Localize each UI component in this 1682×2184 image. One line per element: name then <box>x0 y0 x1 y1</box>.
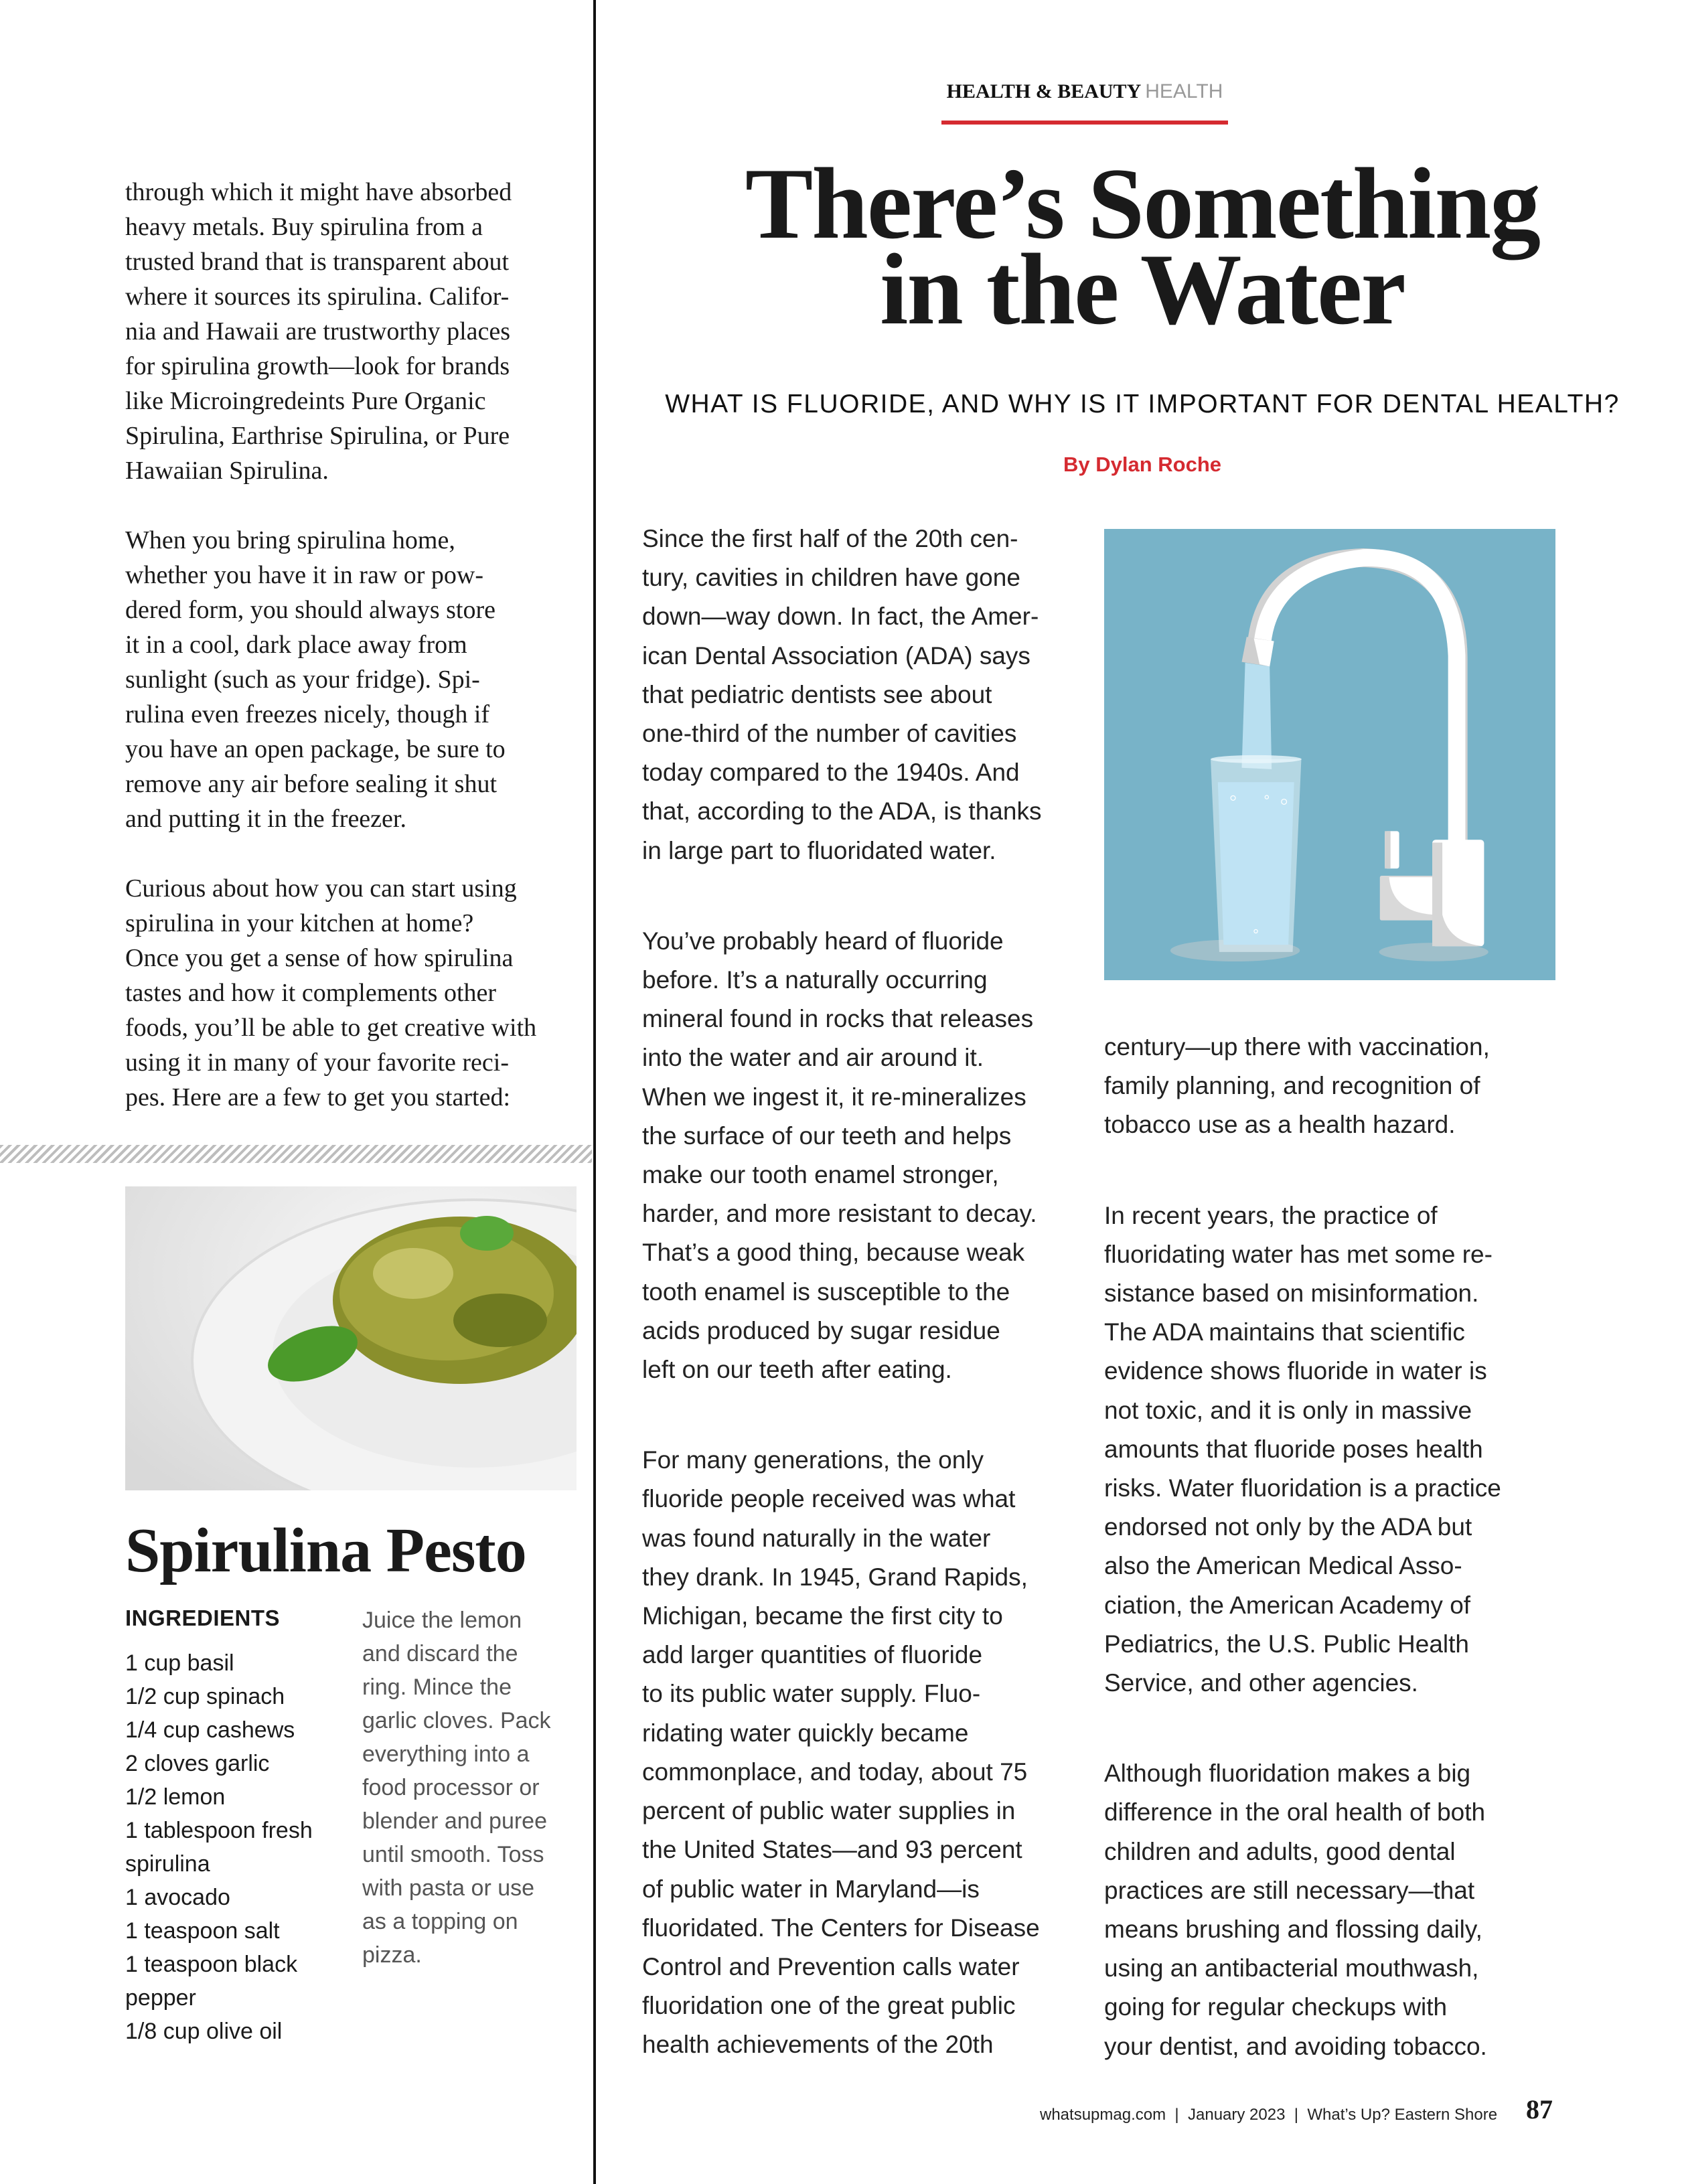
text-line: evidence shows fluoride in water is <box>1104 1357 1487 1385</box>
article-title <box>603 147 1682 345</box>
text-line: into the water and air around it. <box>642 1044 984 1072</box>
text-line: going for regular checkups with <box>1104 1993 1448 2021</box>
text-line: You’ve probably heard of fluoride <box>642 927 1004 955</box>
text-line: trusted brand that is transparent about <box>125 248 510 276</box>
text-line: blender and puree <box>362 1808 548 1834</box>
text-line: pepper <box>125 1985 196 2011</box>
text-line: 1 avocado <box>125 1885 230 1910</box>
text-line: health achievements of the 20th <box>642 2031 994 2059</box>
text-line: For many generations, the only <box>642 1446 984 1474</box>
text-line: 2 cloves garlic <box>125 1751 270 1776</box>
text-line: 1/2 cup spinach <box>125 1684 285 1709</box>
text-line: also the American Medical Asso- <box>1104 1552 1462 1580</box>
text-line: 1 teaspoon black <box>125 1952 298 1977</box>
text-line: pes. Here are a few to get you started: <box>125 1083 511 1111</box>
text-line: until smooth. Toss <box>362 1842 544 1867</box>
paragraph <box>1104 1028 1566 1145</box>
text-line: they drank. In 1945, Grand Rapids, <box>642 1563 1028 1591</box>
text-line: down—way down. In fact, the Amer- <box>642 603 1039 631</box>
text-line: amounts that fluoride poses health <box>1104 1435 1483 1463</box>
ingredients-list <box>125 1646 333 2048</box>
ingredients-heading: INGREDIENTS <box>125 1606 281 1630</box>
text-line: to its public water supply. Fluo- <box>642 1680 981 1708</box>
column-divider <box>593 0 596 2184</box>
text-line: Although fluoridation makes a big <box>1104 1760 1471 1788</box>
text-line: with pasta or use <box>362 1875 535 1901</box>
text-line: it in a cool, dark place away from <box>125 631 467 659</box>
text-line: mineral found in rocks that releases <box>642 1005 1034 1033</box>
recipe-title: Spirulina Pesto <box>125 1516 526 1585</box>
text-line: endorsed not only by the ADA but <box>1104 1513 1472 1541</box>
pasta-photo <box>125 1186 577 1490</box>
text-line: using it in many of your favorite reci- <box>125 1048 510 1077</box>
text-line: where it sources its spirulina. Califor- <box>125 283 510 311</box>
text-line: left on our teeth after eating. <box>642 1356 952 1384</box>
footer-text: whatsupmag.com | January 2023 | What’s Up? Eastern Shore <box>1040 2106 1498 2124</box>
text-line: that pediatric dentists see about <box>642 680 992 708</box>
text-line: dered form, you should always store <box>125 596 495 624</box>
text-line: like Microingredeints Pure Organic <box>125 387 486 415</box>
text-line: Hawaiian Spirulina. <box>125 457 329 485</box>
text-line: Pediatrics, the U.S. Public Health <box>1104 1630 1469 1658</box>
text-line: ridating water quickly became <box>642 1719 969 1747</box>
text-line: In recent years, the practice of <box>1104 1201 1438 1229</box>
text-line: risks. Water fluoridation is a practice <box>1104 1474 1501 1502</box>
text-line: in large part to fluoridated water. <box>642 836 996 864</box>
text-line: you have an open package, be sure to <box>125 735 506 763</box>
paragraph <box>642 520 1084 870</box>
text-line: remove any air before sealing it shut <box>125 770 498 798</box>
text-line: fluoridating water has met some re- <box>1104 1240 1493 1268</box>
text-line: through which it might have absorbed <box>125 178 512 206</box>
text-line: acids produced by sugar residue <box>642 1316 1000 1344</box>
text-line: spirulina <box>125 1851 210 1877</box>
text-line: garlic cloves. Pack <box>362 1708 551 1733</box>
text-line: The ADA maintains that scientific <box>1104 1318 1465 1346</box>
text-line: tury, cavities in children have gone <box>642 564 1020 592</box>
text-line: children and adults, good dental <box>1104 1837 1456 1865</box>
article-column-1 <box>642 520 1084 2116</box>
paragraph <box>1104 1196 1566 1703</box>
text-line: not toxic, and it is only in massive <box>1104 1396 1472 1424</box>
text-line: tastes and how it complements other <box>125 979 497 1007</box>
text-line: was found naturally in the water <box>642 1524 991 1552</box>
text-line: difference in the oral health of both <box>1104 1798 1486 1826</box>
section-label <box>941 80 1228 103</box>
section-subcategory: HEALTH <box>1145 80 1223 102</box>
text-line: make our tooth enamel stronger, <box>642 1161 999 1189</box>
text-line: When you bring spirulina home, <box>125 526 455 554</box>
text-line: sunlight (such as your fridge). Spi- <box>125 666 480 694</box>
text-line: spirulina in your kitchen at home? <box>125 909 474 937</box>
text-line: 1 teaspoon salt <box>125 1918 280 1944</box>
text-line: Since the first half of the 20th cen- <box>642 525 1018 552</box>
text-line: harder, and more resistant to decay. <box>642 1200 1037 1228</box>
article-column-2 <box>1104 1028 1566 2118</box>
text-line: and discard the <box>362 1641 518 1666</box>
text-line: that, according to the ADA, is thanks <box>642 797 1042 826</box>
text-line: whether you have it in raw or pow- <box>125 561 484 589</box>
text-line: means brushing and flossing daily, <box>1104 1916 1482 1944</box>
text-line: before. It’s a naturally occurring <box>642 966 988 994</box>
text-line: ican Dental Association (ADA) says <box>642 641 1030 670</box>
text-line: as a topping on <box>362 1909 518 1934</box>
text-line: tooth enamel is susceptible to the <box>642 1277 1010 1306</box>
text-line: nia and Hawaii are trustworthy places <box>125 317 511 345</box>
text-line: Once you get a sense of how spirulina <box>125 944 514 972</box>
article-subtitle: WHAT IS FLUORIDE, AND WHY IS IT IMPORTANT FOR DENTAL HEALTH? <box>665 390 1620 418</box>
text-line: everything into a <box>362 1741 530 1767</box>
text-line: fluoridation one of the great public <box>642 1992 1016 2020</box>
title-line: in the Water <box>880 233 1405 345</box>
text-line: tobacco use as a health hazard. <box>1104 1111 1456 1139</box>
text-line: 1/4 cup cashews <box>125 1717 295 1743</box>
text-line: and putting it in the freezer. <box>125 805 406 833</box>
text-line: commonplace, and today, about 75 <box>642 1758 1028 1786</box>
section-underline <box>941 121 1228 125</box>
faucet-illustration <box>1104 528 1555 982</box>
text-line: fluoridated. The Centers for Disease <box>642 1914 1040 1942</box>
text-line: foods, you’ll be able to get creative with <box>125 1014 537 1042</box>
text-line: add larger quantities of fluoride <box>642 1641 983 1669</box>
text-line: Service, and other agencies. <box>1104 1669 1418 1697</box>
text-line: for spirulina growth—look for brands <box>125 352 510 380</box>
text-line: practices are still necessary—that <box>1104 1876 1475 1904</box>
text-line: pizza. <box>362 1942 422 1968</box>
text-line: 1/8 cup olive oil <box>125 2019 283 2044</box>
text-line: heavy metals. Buy spirulina from a <box>125 213 483 241</box>
text-line: sistance based on misinformation. <box>1104 1279 1479 1308</box>
section-category: HEALTH & BEAUTY <box>946 80 1142 102</box>
text-line: rulina even freezes nicely, though if <box>125 700 490 728</box>
text-line: When we ingest it, it re-mineralizes <box>642 1083 1026 1111</box>
text-line: fluoride people received was what <box>642 1485 1016 1513</box>
text-line: 1 tablespoon fresh <box>125 1818 313 1843</box>
text-line: century—up there with vaccination, <box>1104 1033 1490 1061</box>
text-line: Control and Prevention calls water <box>642 1952 1020 1980</box>
text-line: Michigan, became the first city to <box>642 1602 1003 1630</box>
paragraph <box>125 871 581 1115</box>
paragraph <box>1104 1754 1566 2066</box>
text-line: one-third of the number of cavities <box>642 720 1017 748</box>
page-number: 87 <box>1526 2094 1553 2124</box>
text-line: of public water in Maryland—is <box>642 1875 980 1903</box>
text-line: percent of public water supplies in <box>642 1797 1016 1825</box>
text-line: 1/2 lemon <box>125 1784 226 1810</box>
text-line: using an antibacterial mouthwash, <box>1104 1954 1479 1982</box>
text-line: family planning, and recognition of <box>1104 1072 1480 1100</box>
text-line: your dentist, and avoiding tobacco. <box>1104 2032 1487 2060</box>
paragraph <box>125 175 581 488</box>
paragraph <box>642 922 1084 1389</box>
paragraph <box>125 523 581 836</box>
byline: By Dylan Roche <box>1063 453 1221 476</box>
text-line: ring. Mince the <box>362 1674 512 1700</box>
paragraph <box>642 1441 1084 2064</box>
text-line: Curious about how you can start using <box>125 874 517 903</box>
recipe-directions <box>362 1604 551 1972</box>
text-line: food processor or <box>362 1775 540 1800</box>
text-line: That’s a good thing, because weak <box>642 1239 1025 1267</box>
text-line: the surface of our teeth and helps <box>642 1121 1012 1150</box>
text-line: today compared to the 1940s. And <box>642 759 1020 787</box>
text-line: the United States—and 93 percent <box>642 1836 1022 1864</box>
text-line: 1 cup basil <box>125 1650 234 1676</box>
text-line: Juice the lemon <box>362 1608 522 1633</box>
text-line: Spirulina, Earthrise Spirulina, or Pure <box>125 422 510 450</box>
left-column-text <box>125 175 581 1150</box>
title-line: There’s Something <box>745 147 1540 260</box>
text-line: ciation, the American Academy of <box>1104 1591 1471 1619</box>
